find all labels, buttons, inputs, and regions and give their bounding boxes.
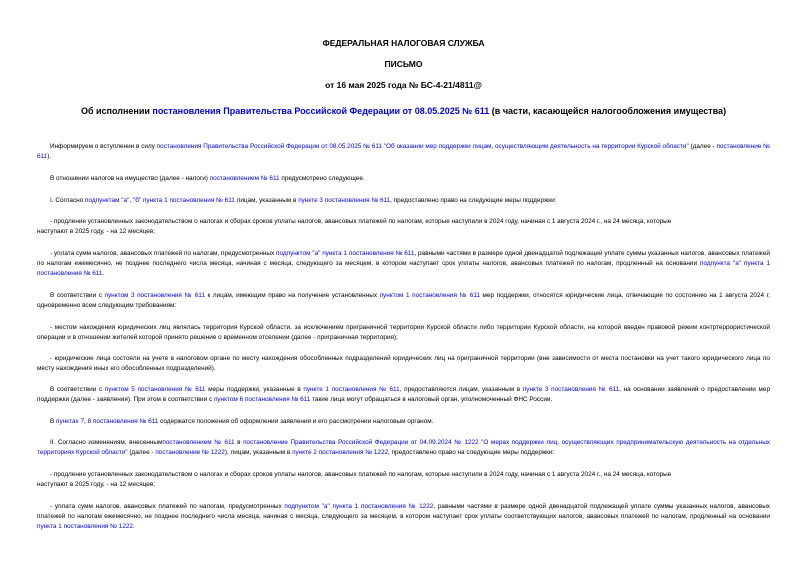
text-fragment: , равными частями в размере одной двенадцатой подлежащей уплате суммы указанных налогов, авансовых платежей по налогам ежемесячно, не позднее последнего числа месяца, начиная с месяца, следующего за месяцем, в котором наступает срок уплаты налогов, авансовых платежей по налогам, продленный на основании (37, 250, 770, 267)
text-fragment: , предоставлено право на следующие меры поддержки: (390, 197, 557, 204)
link-paragraph-1-611[interactable]: пунктом 1 постановления № 611 (379, 292, 480, 299)
list-item-extension-cont (37, 227, 770, 237)
text-fragment: содержатся положения об оформлении заявления и его рассмотрении налоговым органом. (158, 418, 434, 425)
text-fragment: I. Согласно (50, 197, 86, 204)
doc-type: ПИСЬМО (384, 59, 423, 69)
text-fragment: . (132, 523, 135, 530)
text-fragment: , предоставлено право на следующие меры поддержки: (388, 449, 555, 456)
text-fragment: ). (47, 153, 52, 160)
text-fragment: предусмотрено следующее. (279, 175, 365, 182)
text-fragment: , (84, 418, 88, 425)
list-item-installments-2 (37, 502, 770, 532)
text-fragment: - уплата сумм налогов, авансовых платежей по налогам, предусмотренных (50, 503, 285, 510)
paragraph-application-rules (37, 417, 770, 427)
link-subparagraph-b[interactable]: "б" пункта 1 постановления № 611 (132, 197, 235, 204)
link-resolution-611[interactable]: постановление № 611 (37, 143, 770, 160)
text-fragment: , (129, 197, 133, 204)
link-paragraph-2-1222[interactable]: пункте 2 постановления № 1222 (292, 449, 389, 456)
link-resolution-1222[interactable]: постановление № 1222 (155, 449, 225, 456)
text-fragment: - продление установленных законодательством о налогах и сборах сроков уплаты налогов, авансовых платежей по налогам, которые наступили в 2024 году, начиная с 1 августа 2024 г., на 24 месяца, которые (50, 218, 672, 225)
text-fragment: , равными частями в размере одной двенадцатой подлежащей уплате суммы указанных налогов, авансовых платежей по налогам ежемесячно, не позднее последнего числа месяца, начиная с месяца, следующего за месяцем, в котором наступает срок уплаты соответствующих налогов, авансовых платежей по налогам, продленный на основании (37, 503, 770, 520)
link-paragraph-1-1222[interactable]: пункта 1 постановления № 1222 (37, 523, 133, 530)
title-suffix: (в части, касающейся налогообложения имущества) (489, 106, 727, 116)
text-fragment: мер поддержки, относятся юридические лица, отвечающие по состоянию на 1 августа 2024 г. одновременно всем следующим требованиям: (37, 292, 770, 309)
doc-reference: от 16 мая 2025 года № БС-4-21/4811@ (325, 80, 482, 90)
link-paragraph-3-611[interactable]: пунктом 3 постановления № 611 (104, 292, 205, 299)
link-resolution-611-full[interactable]: постановления Правительства Российской Федерации от 08.05.2025 № 611 "Об оказании мер поддержки лицам, осуществляющим деятельность на территории Курской области" (156, 143, 689, 150)
link-subparagraph-a-p1-basis[interactable]: подпункта "а" пункта 1 постановления № 611 (37, 260, 770, 277)
list-item-registration: - юридические лица состояли на учете в налоговом органе по месту нахождения обособленных подразделений юридических лиц на приграничной территории (вне зависимости от места постановки на учет такого юридического лица по месту нахождения иных его обособленных подразделений). (37, 355, 770, 372)
paragraph-eligible-persons (37, 291, 770, 311)
text-fragment: меры поддержки, указанные в (205, 386, 304, 393)
paragraph-section-1 (37, 196, 770, 206)
list-item-installments (37, 249, 770, 279)
link-paragraph-6[interactable]: пунктом 6 постановления № 611 (213, 396, 311, 403)
title-link[interactable]: постановления Правительства Российской Федерации от 08.05.2025 № 611 (152, 106, 490, 116)
link-subparagraph-a-1222[interactable]: подпунктом "а" пункта 1 постановления № 1222 (284, 503, 434, 510)
link-paragraph-1[interactable]: пункте 1 постановления № 611 (303, 386, 400, 393)
text-fragment: В отношении налогов на имущество (далее - налоги) (50, 175, 210, 182)
title-prefix: Об исполнении (80, 106, 153, 116)
link-subparagraph-a[interactable]: подпунктам "а" (85, 197, 130, 204)
link-paragraph-3[interactable]: пункте 3 постановления № 611 (522, 386, 620, 393)
text-fragment: В соответствии с (50, 386, 105, 393)
link-resolution-1222-full[interactable]: постановление Правительства Российской Федерации от 04.09.2024 № 1222 "О мерах поддержки лиц, осуществляющих предпринимательскую деятельность на отдельных территориях Курской области" (37, 439, 770, 456)
text-fragment: в (234, 439, 244, 446)
text-fragment: наступают в 2025 году, - на 12 месяцев; (37, 228, 156, 235)
text-fragment: к лицам, имеющим право на получение установленных (204, 292, 380, 299)
text-fragment: такие лица могут обращаться в налоговый орган, уполномоченный ФНС России. (310, 396, 553, 403)
text-fragment: - продление установленных законодательством о налогах и сборах сроков уплаты налогов, авансовых платежей по налогам, которые наступили в 2024 году, начиная с 1 августа 2024 г., на 24 месяца, которые (50, 471, 672, 478)
link-paragraph-5[interactable]: пунктом 5 постановления № 611 (104, 386, 206, 393)
link-subparagraph-a-p1[interactable]: подпунктом "а" пункта 1 постановления № 611 (276, 250, 415, 257)
text-fragment: наступают в 2025 году, - на 12 месяцев; (37, 481, 156, 488)
list-item-extension-2-cont (37, 480, 770, 490)
text-fragment: II. Согласно изменениям, внесенным (50, 439, 163, 446)
text-fragment: , предоставляются лицам, указанным в (399, 386, 523, 393)
link-resolution-611[interactable]: постановлением № 611 (209, 175, 280, 182)
text-fragment: В соответствии с (50, 292, 105, 299)
paragraph-applications (37, 385, 770, 405)
paragraph-section-2 (37, 438, 770, 458)
link-paragraph-7[interactable]: пунктах 7 (56, 418, 85, 425)
link-paragraph-8[interactable]: 8 постановления № 611 (87, 418, 159, 425)
text-fragment: , на основании заявлений о предоставлении мер поддержки (далее - заявления). При этом в соответствии с (37, 386, 770, 403)
link-paragraph-3[interactable]: пункте 3 постановления № 611 (298, 197, 391, 204)
text-fragment: В (50, 418, 57, 425)
text-fragment: лицам, указанным в (234, 197, 299, 204)
document-title (40, 106, 767, 116)
text-fragment: (далее - (127, 449, 156, 456)
text-fragment: ), лицам, указанным в (224, 449, 293, 456)
list-item-location: - местом нахождения юридических лиц являлась территория Курской области, за исключением приграничной территории Курской области либо территории Курской области, на которой введен правовой режим контртеррористической операции и в отношении жителей которой принято решение о временном отселении (далее - приграничная территория); (37, 324, 770, 341)
link-resolution-611[interactable]: постановлением № 611 (162, 439, 235, 446)
paragraph-taxes (37, 174, 770, 184)
list-item-extension-2 (37, 470, 770, 480)
text-fragment: (далее - (688, 143, 717, 150)
text-fragment: . (102, 270, 105, 277)
text-fragment: Информируем о вступлении в силу (50, 143, 157, 150)
agency-name: ФЕДЕРАЛЬНАЯ НАЛОГОВАЯ СЛУЖБА (322, 38, 485, 48)
list-item-extension (37, 217, 770, 227)
paragraph-intro (37, 142, 770, 162)
text-fragment: - уплата сумм налогов, авансовых платежей по налогам, предусмотренных (50, 250, 277, 257)
